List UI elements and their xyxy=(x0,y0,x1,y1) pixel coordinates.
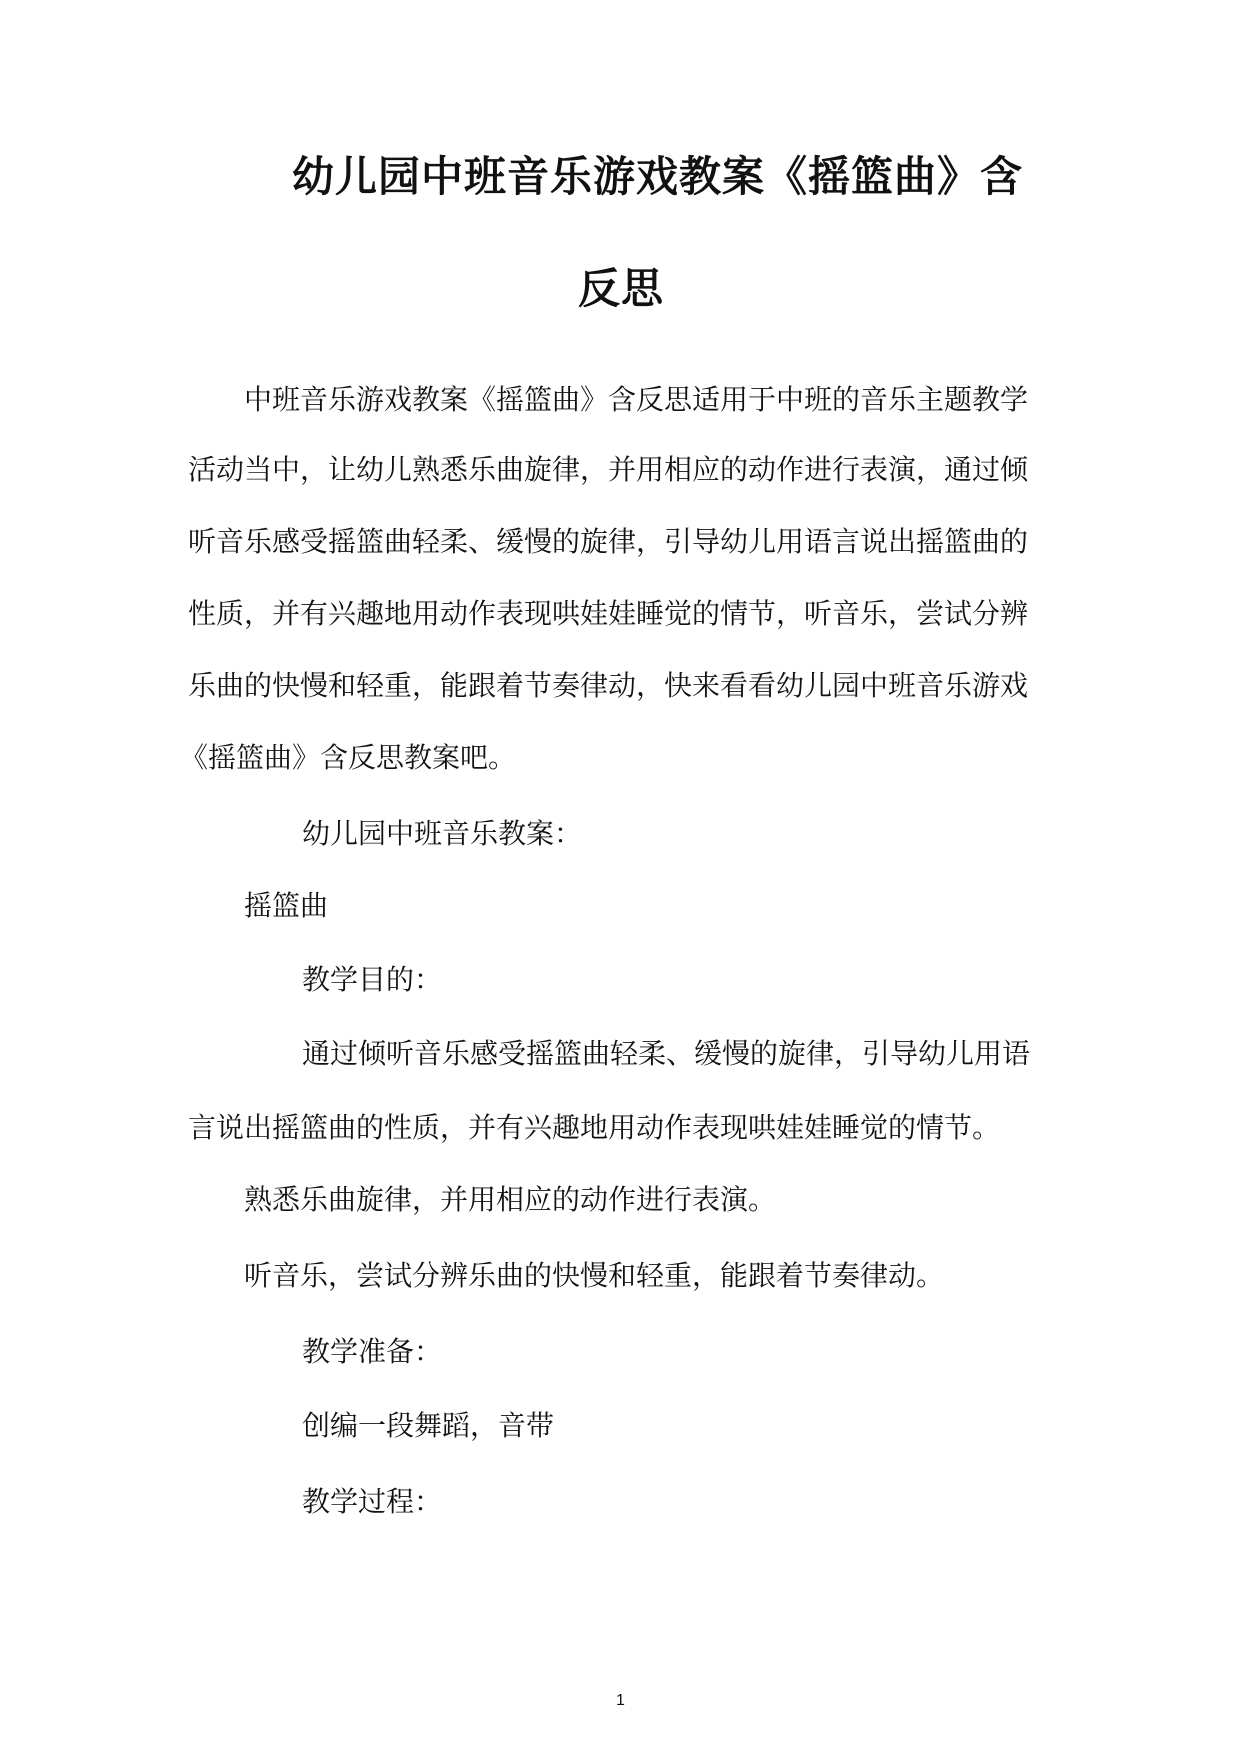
goal-1-line-2: 言说出摇篮曲的性质，并有兴趣地用动作表现哄娃娃睡觉的情节。 xyxy=(188,1111,1001,1144)
document-title-line-1: 幼儿园中班音乐游戏教案《摇篮曲》含 xyxy=(292,152,1024,201)
intro-line-5: 乐曲的快慢和轻重，能跟着节奏律动，快来看看幼儿园中班音乐游戏 xyxy=(188,669,1029,702)
intro-line-6: 《摇篮曲》含反思教案吧。 xyxy=(180,741,517,774)
intro-line-3: 听音乐感受摇篮曲轻柔、缓慢的旋律，引导幼儿用语言说出摇篮曲的 xyxy=(188,525,1029,558)
lesson-name: 摇篮曲 xyxy=(244,889,329,922)
intro-line-1: 中班音乐游戏教案《摇篮曲》含反思适用于中班的音乐主题教学 xyxy=(244,383,1029,416)
prep-text: 创编一段舞蹈，音带 xyxy=(302,1409,555,1442)
document-title-line-2: 反思 xyxy=(578,264,665,313)
prep-heading: 教学准备： xyxy=(302,1335,443,1368)
intro-line-2: 活动当中，让幼儿熟悉乐曲旋律，并用相应的动作进行表演，通过倾 xyxy=(188,453,1029,486)
goal-2: 熟悉乐曲旋律，并用相应的动作进行表演。 xyxy=(244,1183,777,1216)
section-label: 幼儿园中班音乐教案： xyxy=(302,817,583,850)
page-number: 1 xyxy=(616,1692,625,1709)
goal-3: 听音乐，尝试分辨乐曲的快慢和轻重，能跟着节奏律动。 xyxy=(244,1259,945,1292)
intro-line-4: 性质，并有兴趣地用动作表现哄娃娃睡觉的情节，听音乐，尝试分辨 xyxy=(188,597,1029,630)
goals-heading: 教学目的： xyxy=(302,963,443,996)
goal-1-line-1: 通过倾听音乐感受摇篮曲轻柔、缓慢的旋律，引导幼儿用语 xyxy=(302,1037,1031,1070)
process-heading: 教学过程： xyxy=(302,1485,443,1518)
